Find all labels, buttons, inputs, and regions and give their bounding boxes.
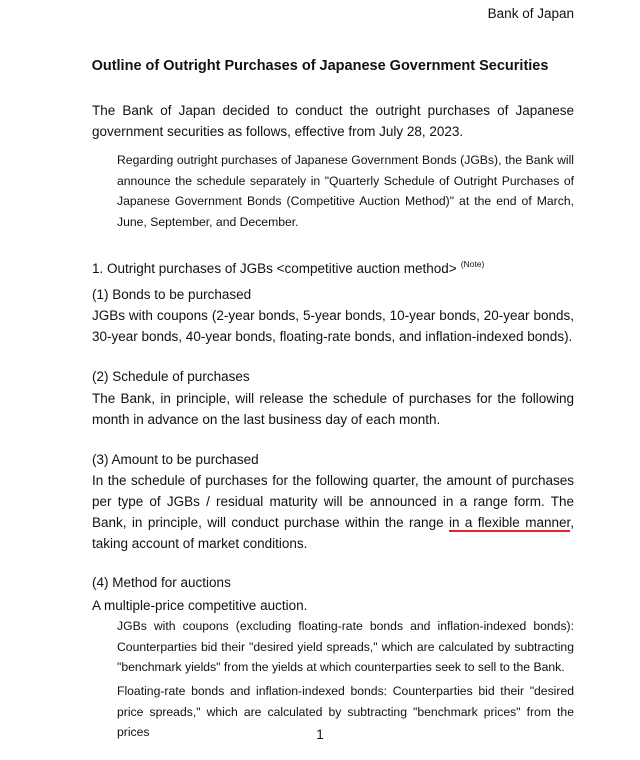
sub4-item2: Floating-rate bonds and inflation-indexed bonds: Counterparties bid their "desired price spreads," which are calculated by subtracting "benchmark prices" from the prices: [117, 684, 574, 739]
sub3-heading: (3) Amount to be purchased: [92, 452, 259, 467]
sub1-heading: (1) Bonds to be purchased: [92, 287, 252, 302]
sub3-body-before: In the schedule of purchases for the following quarter, the amount of purchases per type of JGBs / residual maturity will be announced in a range form. The Bank, in principle, will conduct purchase within the range: [92, 473, 574, 530]
sub3-body-after: , taking account of market conditions.: [92, 515, 574, 551]
section1-heading-note: (Note): [460, 259, 485, 269]
sub2-body: The Bank, in principle, will release the schedule of purchases for the following month in advance on the last business day of each month.: [92, 391, 574, 427]
document-title: Outline of Outright Purchases of Japanese Government Securities: [91, 58, 549, 74]
sub4-body: A multiple-price competitive auction.: [92, 598, 308, 613]
sub4-item1: JGBs with coupons (excluding floating-rate bonds and inflation-indexed bonds): Counterparties bid their "desired yield spreads," which are calculated by subtracting "benchmark yields" from the yields at which counterparties seek to sell to the Bank.: [117, 619, 574, 674]
section1-heading-text: 1. Outright purchases of JGBs <competitive auction method>: [92, 261, 457, 276]
sub4-heading: (4) Method for auctions: [92, 575, 231, 590]
intro-paragraph: The Bank of Japan decided to conduct the outright purchases of Japanese government securities as follows, effective from July 28, 2023.: [92, 103, 574, 139]
sub3-body: [92, 470, 574, 554]
sub2-heading: (2) Schedule of purchases: [92, 369, 250, 384]
page-number: 1: [316, 727, 324, 742]
intro-note-paragraph: Regarding outright purchases of Japanese Government Bonds (JGBs), the Bank will announce the schedule separately in "Quarterly Schedule of Outright Purchases of Japanese Government Bonds (Competitive Auction Method)" at the end of March, June, September, and December.: [117, 153, 574, 229]
organization-name: Bank of Japan: [487, 6, 574, 21]
section1-heading: [92, 254, 574, 279]
sub1-body: JGBs with coupons (2-year bonds, 5-year bonds, 10-year bonds, 20-year bonds, 30-year bonds, 40-year bonds, floating-rate bonds, and inflation-indexed bonds).: [92, 308, 574, 344]
flexible-manner-highlight: in a flexible manner: [448, 515, 571, 530]
